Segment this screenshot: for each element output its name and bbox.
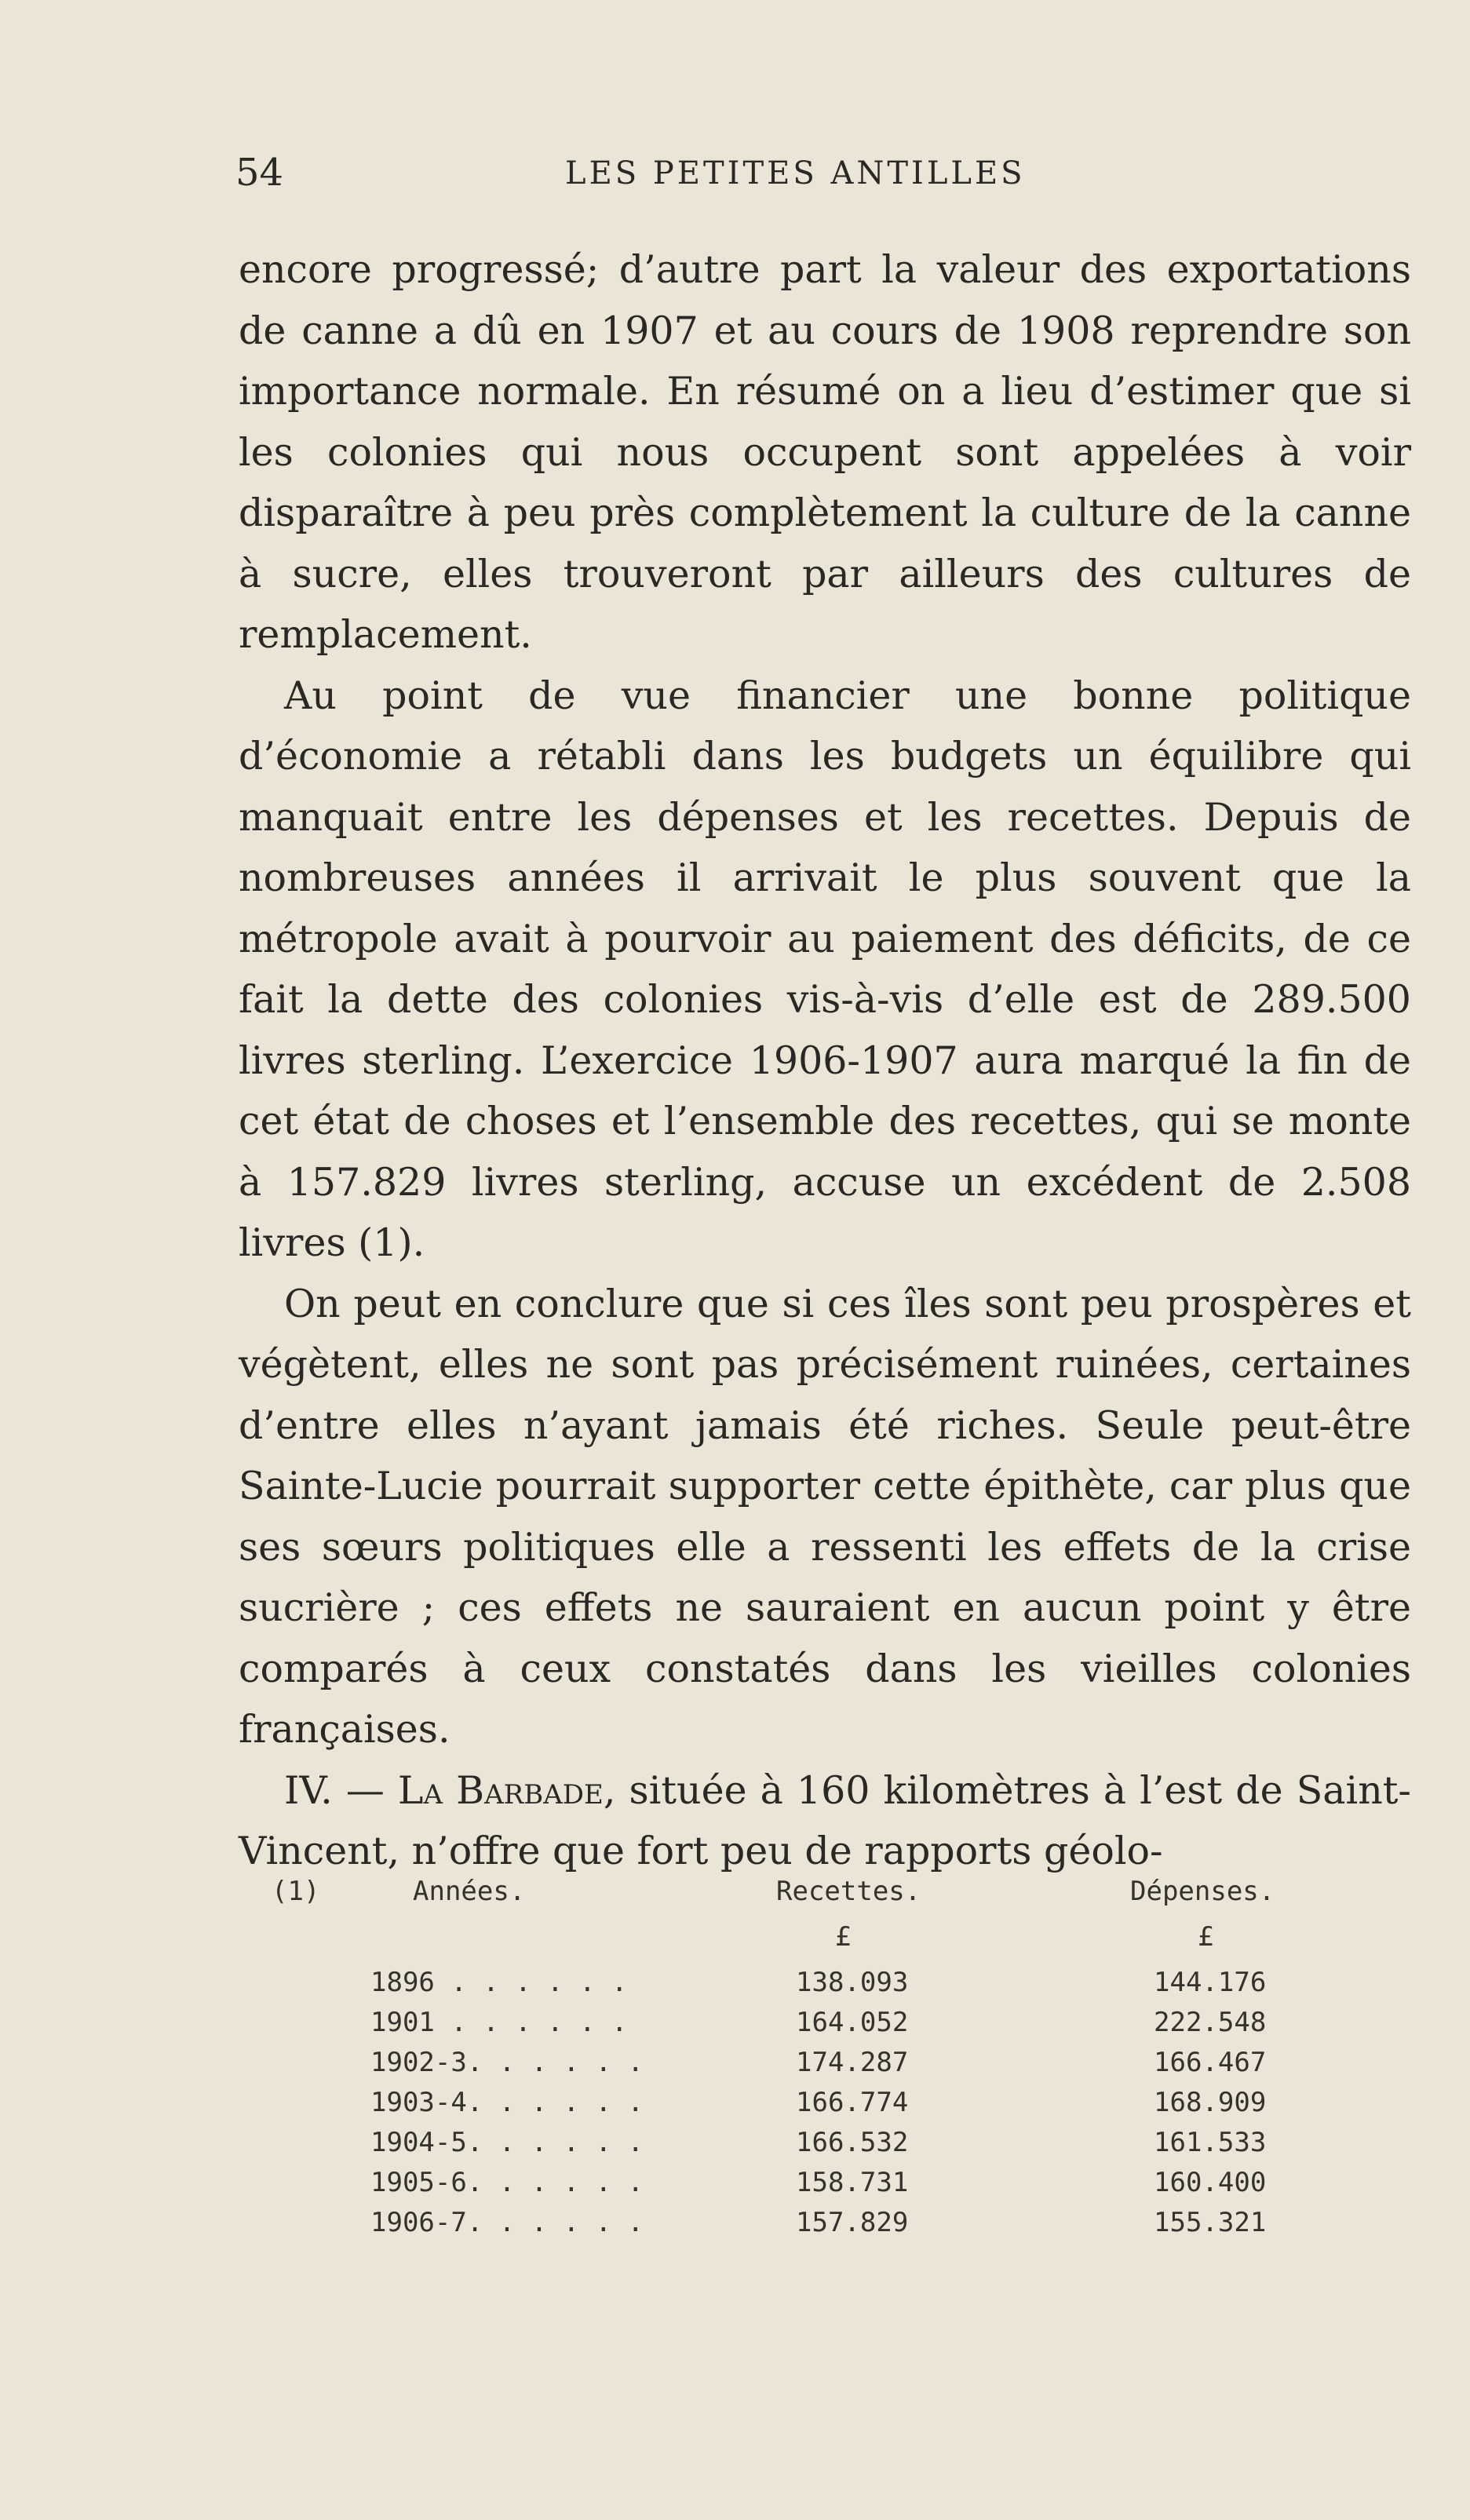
- expenses-cell: 168.909: [1154, 2087, 1267, 2118]
- paragraph: encore progressé; d’autre part la valeur des exportations de canne a dû en 1907 et au cours de 1908 reprendre son importance normale. En résumé on a lieu d’estimer que si les colonies qui nous occupent sont appelées à voir disparaître à peu près complètement la culture de la canne à sucre, elles trouveront par ailleurs des cultures de remplacement.: [239, 247, 1411, 657]
- receipts-cell: 138.093: [796, 1967, 909, 1998]
- receipts-cell: 166.532: [796, 2127, 909, 2158]
- section-title: La Barbade: [397, 1767, 604, 1813]
- currency-receipts: £: [835, 1921, 852, 1953]
- expenses-cell: 161.533: [1154, 2127, 1267, 2158]
- receipts-cell: 174.287: [796, 2047, 909, 2078]
- table-row: [239, 2127, 1411, 2167]
- paragraph: Au point de vue financier une bonne politique d’économie a rétabli dans les budgets un équilibre qui manquait entre les dépenses et les recettes. Depuis de nombreuses années il arrivait le plus souvent que la métropole avait à pourvoir au paiement des déficits, de ce fait la dette des colonies vis-à-vis d’elle est de 289.500 livres sterling. L’exercice 1906-1907 aura marqué la fin de cet état de choses et l’ensemble des recettes, qui se monte à 157.829 livres sterling, accuse un excédent de 2.508 livres (1).: [239, 673, 1411, 1265]
- table-row: [239, 2167, 1411, 2207]
- footnote-header: [239, 1876, 1411, 1921]
- receipts-cell: 164.052: [796, 2007, 909, 2038]
- section-paragraph: [239, 1760, 1411, 1882]
- receipts-cell: 158.731: [796, 2167, 909, 2198]
- section-text: , située à 160 kilomètres à l’est de Saint-Vincent, n’offre que fort peu de rapports géolo-: [239, 1767, 1411, 1873]
- section-number: IV. —: [284, 1767, 398, 1813]
- table-row: [239, 2007, 1411, 2047]
- table-row: [239, 2087, 1411, 2127]
- currency-row: [239, 1921, 1411, 1967]
- receipts-cell: 157.829: [796, 2207, 909, 2238]
- expenses-cell: 222.548: [1154, 2007, 1267, 2038]
- page-header: [235, 151, 1413, 206]
- running-title: LES PETITES ANTILLES: [565, 155, 1026, 191]
- paragraph: On peut en conclure que si ces îles sont peu prospères et végètent, elles ne sont pas précisément ruinées, certaines d’entre elles n’ayant jamais été riches. Seule peut-être Sainte-Lucie pourrait supporter cette épithète, car plus que ses sœurs politiques elle a ressenti les effets de la crise sucrière ; ces effets ne sauraient en aucun point y être comparés à ceux constatés dans les vieilles colonies françaises.: [239, 1281, 1411, 1752]
- column-header-receipts: Recettes.: [776, 1876, 921, 1907]
- year-cell: 1896 . . . . . .: [370, 1967, 628, 1998]
- year-cell: 1904-5. . . . . .: [370, 2127, 644, 2158]
- year-cell: 1906-7. . . . . .: [370, 2207, 644, 2238]
- table-row: [239, 1967, 1411, 2007]
- column-header-years: Années.: [413, 1876, 526, 1907]
- year-cell: 1902-3. . . . . .: [370, 2047, 644, 2078]
- receipts-cell: 166.774: [796, 2087, 909, 2118]
- footnote-marker: (1): [272, 1876, 320, 1907]
- page-number: 54: [235, 151, 284, 195]
- expenses-cell: 166.467: [1154, 2047, 1267, 2078]
- expenses-cell: 144.176: [1154, 1967, 1267, 1998]
- currency-expenses: £: [1198, 1921, 1214, 1953]
- expenses-cell: 155.321: [1154, 2207, 1267, 2238]
- year-cell: 1905-6. . . . . .: [370, 2167, 644, 2198]
- year-cell: 1903-4. . . . . .: [370, 2087, 644, 2118]
- column-header-expenses: Dépenses.: [1130, 1876, 1275, 1907]
- table-row: [239, 2047, 1411, 2087]
- footnote-table: [239, 1876, 1411, 2247]
- expenses-cell: 160.400: [1154, 2167, 1267, 2198]
- year-cell: 1901 . . . . . .: [370, 2007, 628, 2038]
- body-text: [239, 239, 1411, 1882]
- table-row: [239, 2207, 1411, 2247]
